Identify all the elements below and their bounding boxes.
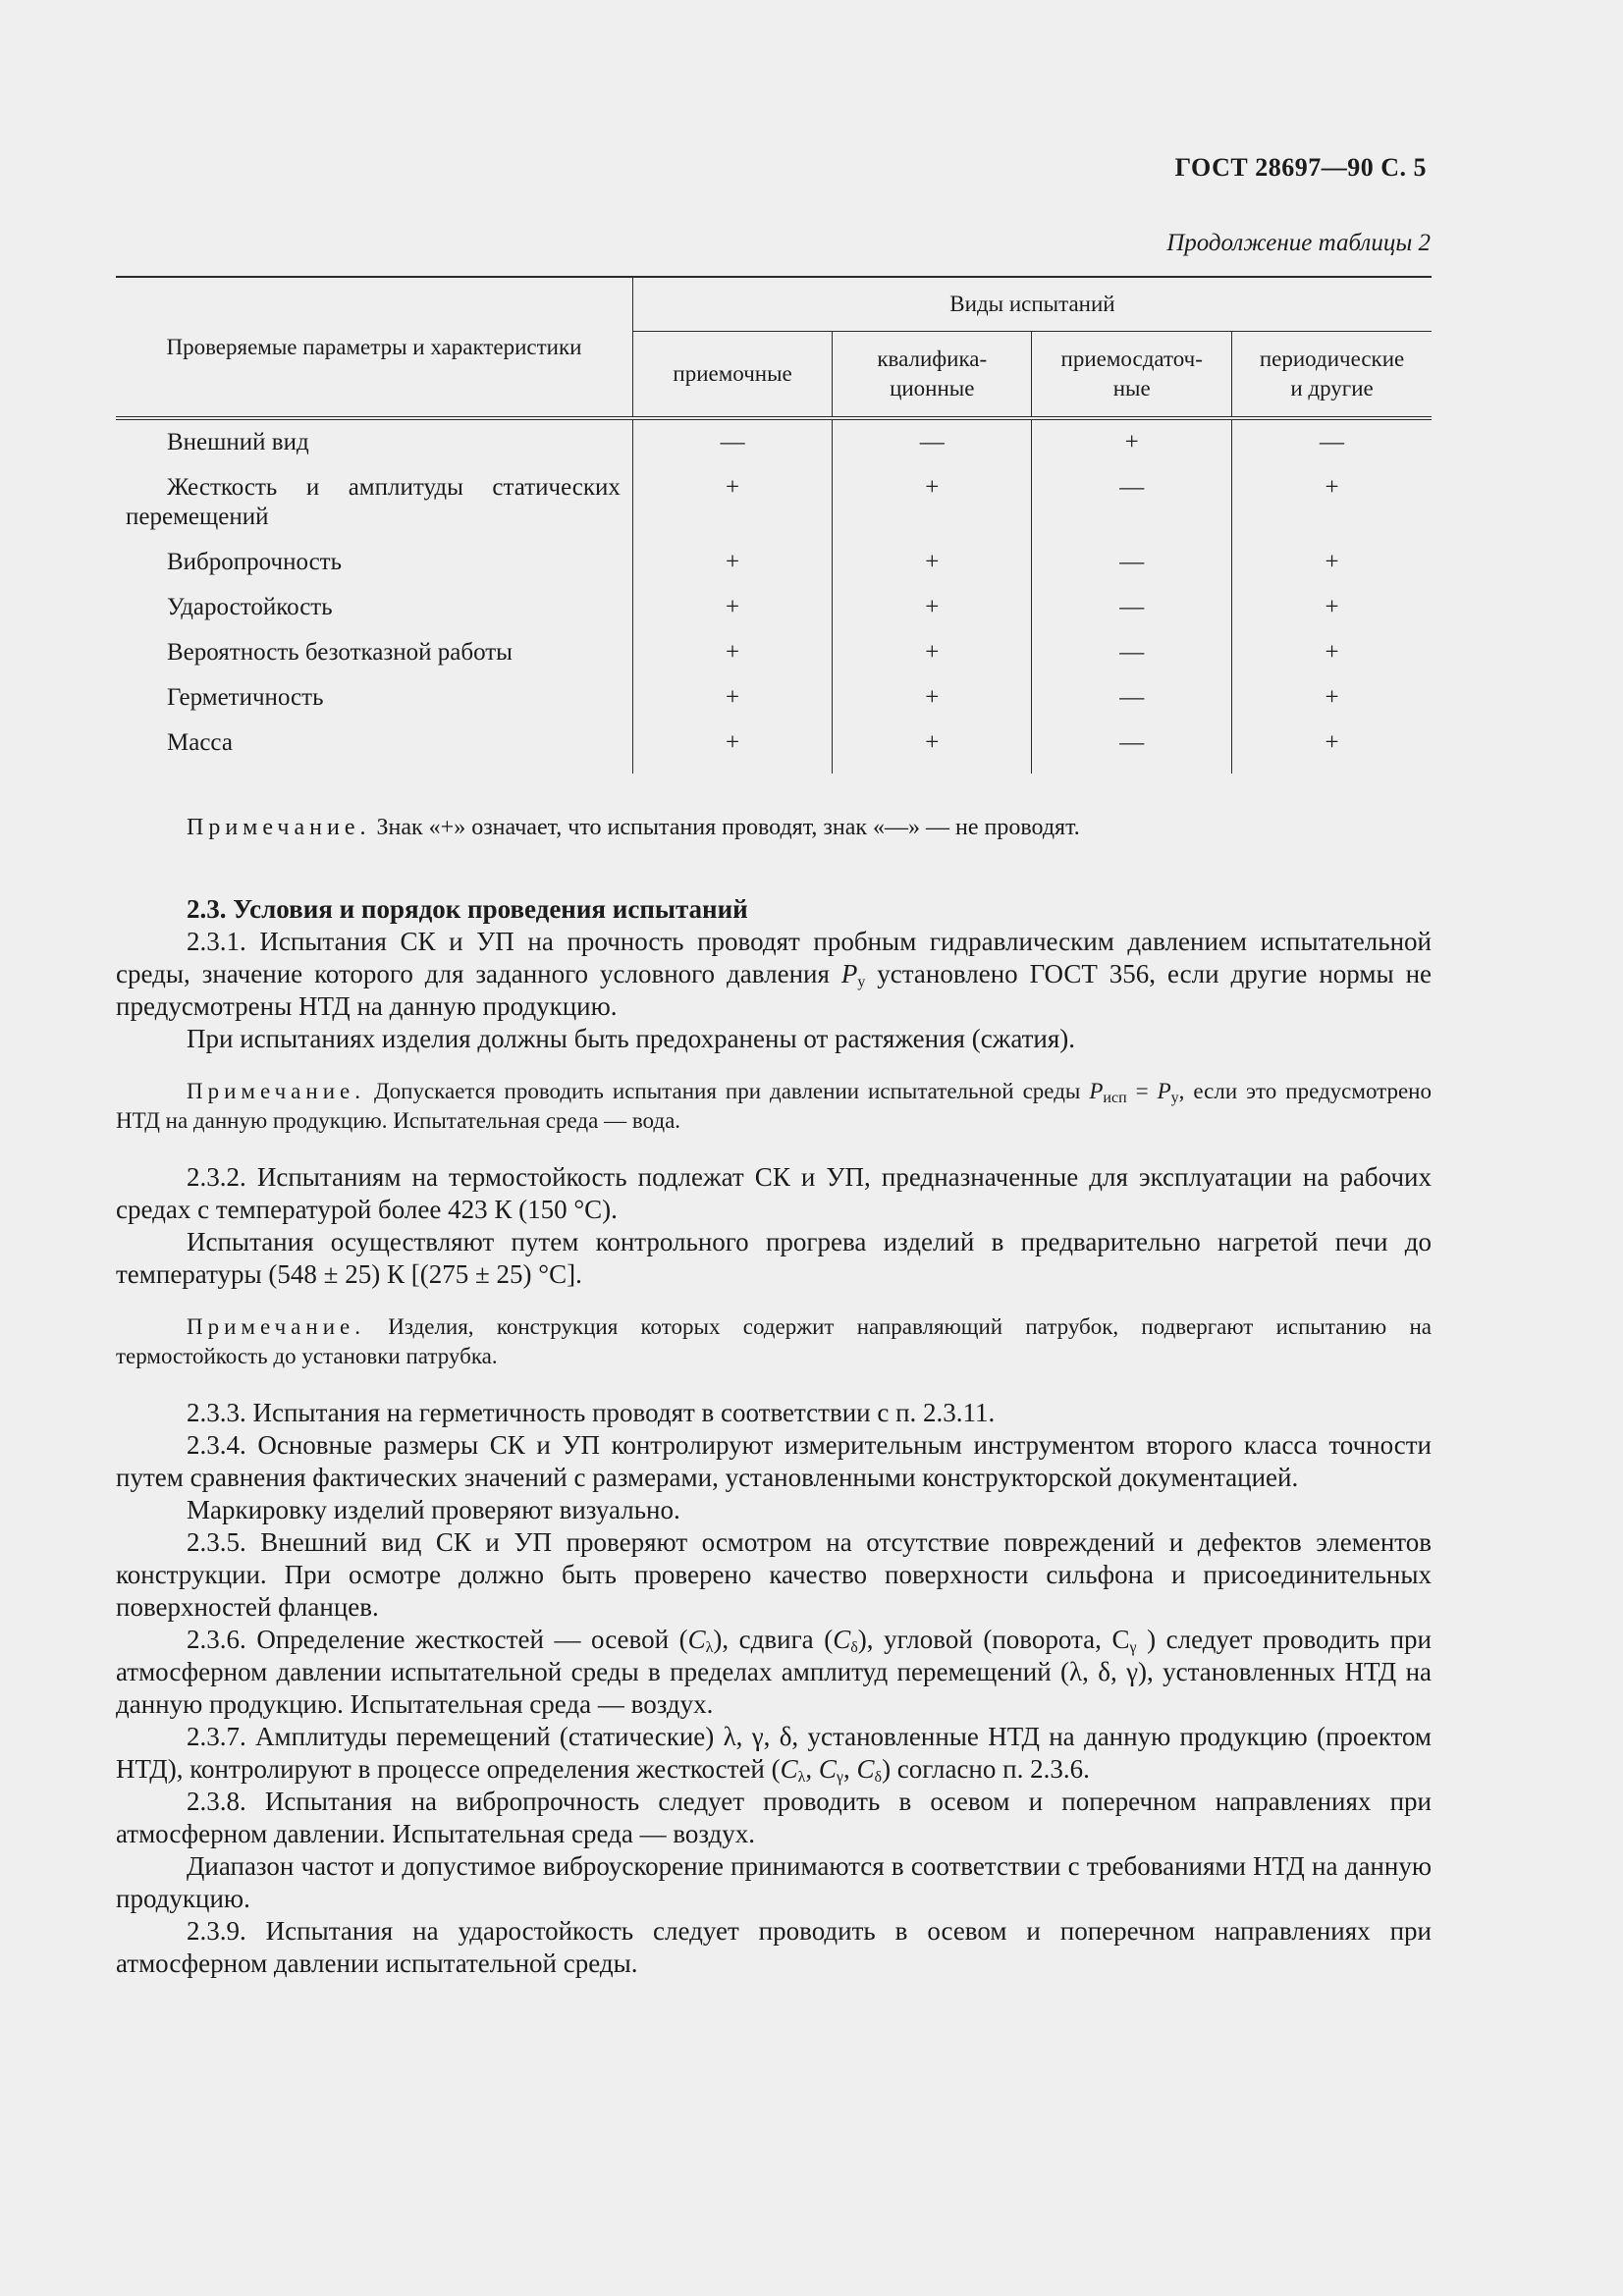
- table-row: [116, 638, 1432, 683]
- row-value: —: [833, 418, 1032, 473]
- row-value: +: [1325, 639, 1339, 666]
- note-pressure: Примечание. Допускается проводить испытания при давлении испытательной среды $P_{исп} = P_у$, если это предусмотрено НТД на данную продукцию. Испытательная среда — вода.: [116, 1079, 1432, 1133]
- tests-table: [116, 276, 1432, 774]
- row-value: +: [632, 728, 832, 774]
- row-value: —: [1032, 593, 1232, 638]
- section-title: 2.3. Условия и порядок проведения испытаний: [187, 894, 748, 924]
- row-value: —: [632, 418, 832, 473]
- table-row: [116, 548, 1432, 593]
- paragraph-2-3-1-b: При испытаниях изделия должны быть предохранены от растяжения (сжатия).: [187, 1024, 1076, 1053]
- paragraph-2-3-8: 2.3.8. Испытания на вибропрочность следует проводить в осевом и поперечном направлениях при атмосферном давлении. Испытательная среда — воздух.: [116, 1787, 1432, 1848]
- col-periodic: периодические и другие: [1232, 332, 1432, 419]
- row-value: +: [632, 638, 832, 683]
- paragraph-2-3-5: 2.3.5. Внешний вид СК и УП проверяют осмотром на отсутствие повреждений и дефектов элементов конструкции. При осмотре должно быть проверено качество поверхности сильфона и присоединительных поверхностей фланцев.: [116, 1527, 1432, 1622]
- paragraph-2-3-8-b: Диапазон частот и допустимое виброускорение принимаются в соответствии с требованиями НТД на данную продукцию.: [116, 1851, 1432, 1913]
- row-value: +: [833, 638, 1032, 683]
- row-value: —: [1032, 548, 1232, 593]
- col-qualification: квалифика- ционные: [833, 332, 1032, 419]
- paragraph-2-3-1: 2.3.1. Испытания СК и УП на прочность проводят пробным гидравлическим давлением испытательной среды, значение которого для заданного условного давления $P_у$ установлено ГОСТ 356, если другие нормы не предусмотрены НТД на данную продукцию.: [116, 927, 1433, 1021]
- note-label: Примечание.: [187, 815, 371, 840]
- table-row: [116, 473, 1432, 548]
- row-param: Герметичность: [167, 684, 324, 711]
- paragraph-2-3-4: 2.3.4. Основные размеры СК и УП контролируют измерительным инструментом второго класса точности путем сравнения фактических значений с размерами, установленными конструкторской документацией.: [116, 1430, 1432, 1492]
- paragraph-2-3-4-b: Маркировку изделий проверяют визуально.: [187, 1495, 680, 1524]
- table-row: [116, 593, 1432, 638]
- table-note: [187, 815, 1080, 841]
- paragraph-2-3-6: 2.3.6. Определение жесткостей — осевой $(C_\lambda)$, сдвига $(C_\delta)$, угловой (поворота, $C_\gamma$ ) следует проводить при атмосферном давлении испытательной среды в пределах амплитуд перемещений (λ, δ, γ), установленных НТД на данную продукцию. Испытательная среда — воздух.: [116, 1625, 1433, 1719]
- row-value: +: [1325, 684, 1339, 711]
- row-value: +: [833, 728, 1032, 774]
- paragraph-2-3-2-b: Испытания осуществляют путем контрольного прогрева изделий в предварительно нагретой печи до температуры (548 ± 25) К [(275 ± 25) °С].: [116, 1227, 1432, 1289]
- row-value: —: [1032, 473, 1232, 548]
- row-value: —: [1032, 638, 1232, 683]
- row-param: Масса: [167, 729, 233, 756]
- row-value: +: [833, 593, 1032, 638]
- paragraph-2-3-9: 2.3.9. Испытания на ударостойкость следует проводить в осевом и поперечном направлениях при атмосферном давлении испытательной среды.: [116, 1916, 1432, 1978]
- row-value: +: [1325, 594, 1339, 620]
- row-value: —: [1320, 429, 1345, 455]
- row-value: +: [833, 548, 1032, 593]
- row-value: +: [833, 683, 1032, 728]
- col-acceptance: приемочные: [632, 332, 832, 419]
- section-body: [116, 893, 1432, 1980]
- row-value: +: [1325, 549, 1339, 575]
- param-header: Проверяемые параметры и характеристики: [116, 277, 632, 418]
- paragraph-2-3-2: 2.3.2. Испытаниям на термостойкость подлежат СК и УП, предназначенные для эксплуатации на рабочих средах с температурой более 423 К (150 °С).: [116, 1162, 1432, 1224]
- table-continuation-caption: Продолжение таблицы 2: [1166, 230, 1431, 256]
- row-value: +: [632, 548, 832, 593]
- table-row: [116, 728, 1432, 774]
- table-row: [116, 418, 1432, 473]
- row-value: +: [1325, 474, 1339, 501]
- note-text: Знак «+» означает, что испытания проводят, знак «—» — не проводят.: [370, 815, 1080, 840]
- row-param: Внешний вид: [167, 429, 309, 455]
- row-value: +: [1325, 729, 1339, 756]
- row-param: Вероятность безотказной работы: [167, 639, 513, 666]
- row-value: +: [632, 593, 832, 638]
- page-header: ГОСТ 28697—90 С. 5: [1174, 153, 1427, 182]
- row-value: +: [632, 473, 832, 548]
- row-value: —: [1032, 683, 1232, 728]
- row-value: —: [1032, 728, 1232, 774]
- paragraph-2-3-3: 2.3.3. Испытания на герметичность проводят в соответствии с п. 2.3.11.: [187, 1398, 996, 1427]
- row-param: Жесткость и амплитуды статических перемещений: [126, 474, 621, 530]
- table-row: [116, 683, 1432, 728]
- row-value: +: [1032, 418, 1232, 473]
- note-heat: Примечание. Изделия, конструкция которых содержит направляющий патрубок, подвергают испытанию на термостойкость до установки патрубка.: [116, 1314, 1432, 1368]
- col-delivery: приемосдаточ- ные: [1032, 332, 1232, 419]
- test-types-header: Виды испытаний: [632, 277, 1432, 332]
- row-param: Ударостойкость: [167, 594, 333, 620]
- paragraph-2-3-7: 2.3.7. Амплитуды перемещений (статические) λ, γ, δ, установленные НТД на данную продукцию (проектом НТД), контролируют в процессе определения жесткостей ($C_\lambda$, $C_\gamma$, $C_\delta$) согласно п. 2.3.6.: [116, 1722, 1432, 1786]
- row-value: +: [632, 683, 832, 728]
- row-param: Вибропрочность: [167, 549, 343, 575]
- row-value: +: [833, 473, 1032, 548]
